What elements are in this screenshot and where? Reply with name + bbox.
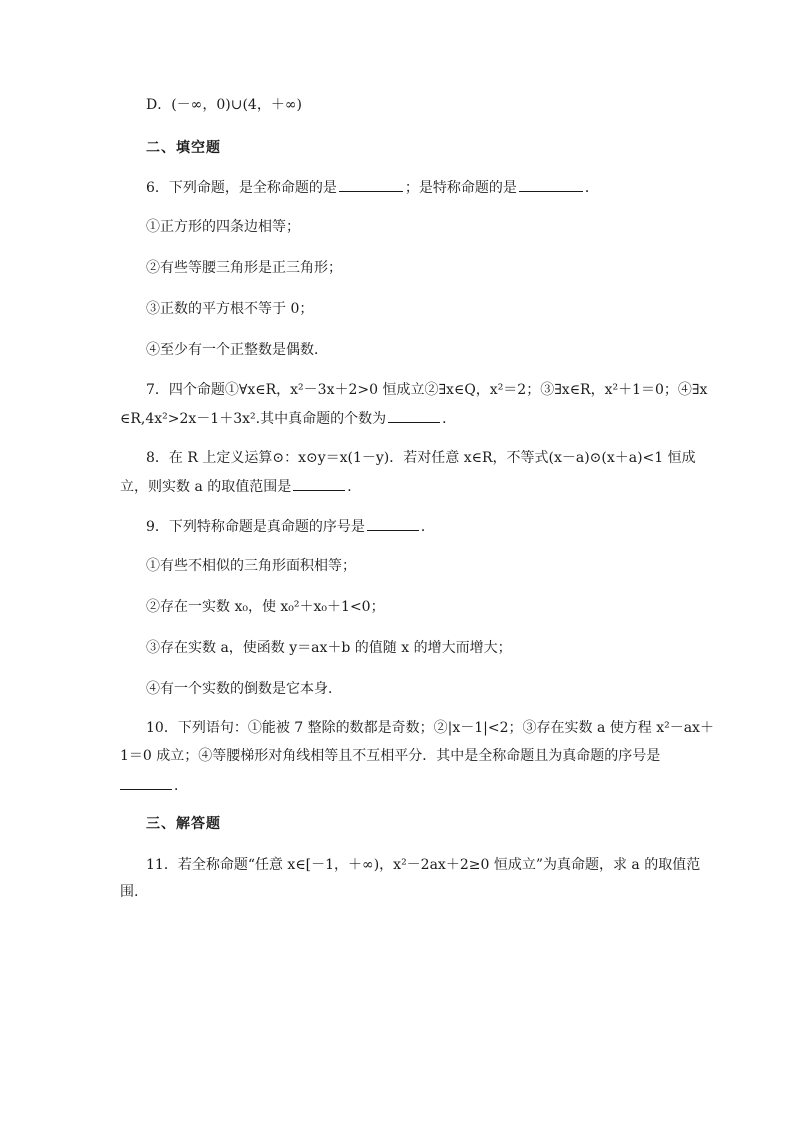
section-fill-in-title: 二、填空题 <box>146 140 221 156</box>
section-answer-title: 三、解答题 <box>146 816 221 832</box>
q8-line-2 <box>120 476 361 496</box>
q10-line-2: 1＝0 成立；④等腰梯形对角线相等且不互相平分．其中是全称命题且为真命题的序号是 <box>120 748 661 764</box>
q9-item-4: ④有一个实数的倒数是它本身． <box>146 681 342 697</box>
q6-stem <box>146 177 599 197</box>
q8-blank[interactable] <box>293 476 345 491</box>
q11-line-2: 围. <box>120 884 139 900</box>
q8-line-2-text: 立，则实数 a 的取值范围是 <box>120 479 292 495</box>
q6-item-1: ①正方形的四条边相等； <box>146 219 300 235</box>
option-d: D．(－∞，0)∪(4，＋∞) <box>146 97 302 113</box>
q7-line-2-text: ∈R,4x²>2x－1＋3x².其中真命题的个数为 <box>120 411 387 427</box>
q6-blank-2[interactable] <box>519 177 583 192</box>
q9-blank[interactable] <box>367 516 419 531</box>
q9-prefix: 9．下列特称命题是真命题的序号是 <box>146 519 365 535</box>
q6-item-4: ④至少有一个正整数是偶数． <box>146 342 328 358</box>
q6-item-3: ③正数的平方根不等于 0； <box>146 301 314 317</box>
q10-end: ． <box>174 778 188 794</box>
q10-line-3 <box>120 775 188 795</box>
q10-blank[interactable] <box>120 775 172 790</box>
q11-line-1: 11．若全称命题“任意 x∈[－1，＋∞)，x²－2ax＋2≥0 恒成立”为真命题，求 a 的取值范 <box>146 857 701 873</box>
q9-item-1: ①有些不相似的三角形面积相等； <box>146 558 356 574</box>
q9-stem <box>146 516 435 536</box>
q7-blank[interactable] <box>388 408 440 423</box>
q10-line-1: 10．下列语句：①能被 7 整除的数都是奇数；②|x－1|<2；③存在实数 a 使方程 x²－ax＋ <box>146 720 714 736</box>
q9-item-2: ②存在一实数 x₀，使 x₀²＋x₀＋1<0； <box>146 599 385 615</box>
q6-item-2: ②有些等腰三角形是正三角形； <box>146 260 342 276</box>
q6-mid: ；是特称命题的是 <box>404 180 517 196</box>
q7-end: ． <box>442 411 457 427</box>
q7-line-2 <box>120 408 456 428</box>
q6-blank-1[interactable] <box>339 177 403 192</box>
q8-line-1: 8．在 R 上定义运算⊙：x⊙y＝x(1－y)．若对任意 x∈R，不等式(x－a)⊙(x＋a)<1 恒成 <box>146 450 696 466</box>
q6-prefix: 6．下列命题，是全称命题的是 <box>146 180 337 196</box>
q9-end: ． <box>420 519 435 535</box>
q7-line-1: 7．四个命题①∀x∈R，x²－3x＋2>0 恒成立②∃x∈Q，x²＝2；③∃x∈R，x²＋1＝0；④∃x <box>146 382 708 398</box>
q9-item-3: ③存在实数 a，使函数 y＝ax＋b 的值随 x 的增大而增大； <box>146 640 512 656</box>
q6-end: ． <box>584 180 599 196</box>
q8-end: ． <box>347 479 362 495</box>
